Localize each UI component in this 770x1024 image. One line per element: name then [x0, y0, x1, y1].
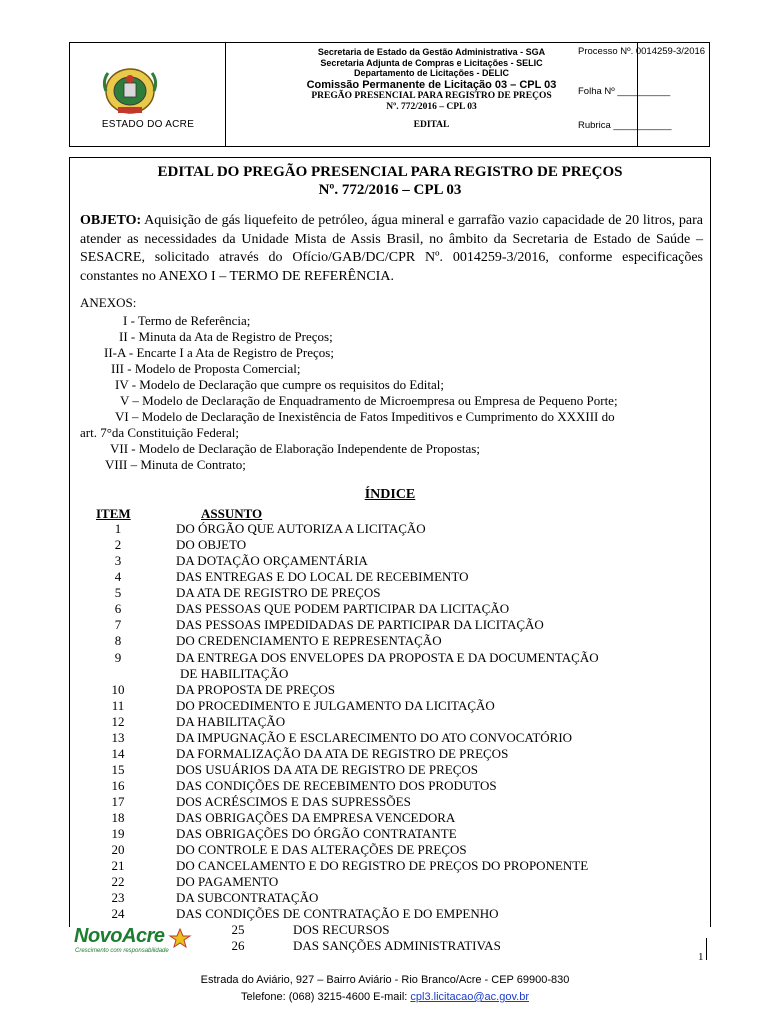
- indice-item-title: DOS RECURSOS: [293, 922, 390, 937]
- indice-item-number: 15: [111, 762, 125, 777]
- objeto-text: Aquisição de gás liquefeito de petróleo, água mineral e garrafão vazio capacidade de 20 litros, para atender as necessidades da Unidade Mista de Assis Brasil, no âmbito da Secretaria de Estado de Saúde – SESACRE, solicitado através do Ofício/GAB/DC/CPR Nº. 0014259-3/2016, conforme especificações constantes no ANEXO I – TERMO DE REFERÊNCIA.: [80, 213, 703, 284]
- indice-item-title: DAS OBRIGAÇÕES DO ÓRGÃO CONTRATANTE: [176, 826, 457, 841]
- indice-item-number: 4: [114, 569, 122, 584]
- anexo-item: V – Modelo de Declaração de Enquadramento de Microempresa ou Empresa de Pequeno Porte;: [120, 393, 618, 408]
- indice-item-title: DO CONTROLE E DAS ALTERAÇÕES DE PREÇOS: [176, 842, 467, 857]
- indice-item-number: 8: [114, 633, 122, 648]
- indice-item-title: DO PAGAMENTO: [176, 874, 279, 889]
- header-comissao: Comissão Permanente de Licitação 03 – CPL 03: [306, 78, 557, 91]
- indice-item-title: DA IMPUGNAÇÃO E ESCLARECIMENTO DO ATO CONVOCATÓRIO: [176, 730, 573, 745]
- header-numero: Nº. 772/2016 – CPL 03: [386, 101, 477, 112]
- indice-item-title: DA PROPOSTA DE PREÇOS: [176, 682, 335, 697]
- indice-item-title: DA SUBCONTRATAÇÃO: [176, 890, 319, 905]
- anexos-label: ANEXOS:: [80, 295, 137, 310]
- document-title: [69, 163, 711, 199]
- indice-item-title: DO CREDENCIAMENTO E REPRESENTAÇÃO: [176, 633, 442, 648]
- indice-col-assunto: ASSUNTO: [201, 506, 263, 521]
- novo-acre-tagline: Crescimento com responsabilidade: [75, 948, 169, 954]
- processo-number: Processo Nº. 0014259-3/2016: [578, 46, 706, 57]
- indice-item-number: 9: [114, 650, 122, 665]
- indice-item-number: 1: [114, 521, 122, 536]
- anexo-item: III - Modelo de Proposta Comercial;: [111, 361, 301, 376]
- rubrica-field: Rubrica ___________: [578, 120, 672, 131]
- state-name: ESTADO DO ACRE: [101, 119, 195, 130]
- indice-item-number: 23: [111, 890, 125, 905]
- title-line-1: EDITAL DO PREGÃO PRESENCIAL PARA REGISTRO DE PREÇOS: [157, 164, 623, 180]
- indice-item-number: 7: [114, 617, 122, 632]
- indice-item-title: DA HABILITAÇÃO: [176, 714, 286, 729]
- indice-item-number: 13: [111, 730, 125, 745]
- indice-item-number: 17: [111, 794, 125, 809]
- indice-item-number: 19: [111, 826, 125, 841]
- indice-item-number: 24: [111, 906, 125, 921]
- indice-item-title: DA ATA DE REGISTRO DE PREÇOS: [176, 585, 381, 600]
- indice-item-number: 26: [231, 938, 245, 953]
- indice-item-title: DOS ACRÉSCIMOS E DAS SUPRESSÕES: [176, 794, 411, 809]
- indice-item-title: DO CANCELAMENTO E DO REGISTRO DE PREÇOS DO PROPONENTE: [176, 858, 589, 873]
- footer-contact: [0, 991, 770, 1003]
- indice-item-title: DO ÓRGÃO QUE AUTORIZA A LICITAÇÃO: [176, 521, 426, 536]
- anexo-item: art. 7°da Constituição Federal;: [80, 425, 239, 440]
- indice-item-title: DO OBJETO: [176, 537, 247, 552]
- indice-col-item: ITEM: [96, 506, 131, 521]
- indice-item-title: DA ENTREGA DOS ENVELOPES DA PROPOSTA E DA DOCUMENTAÇÃO: [176, 650, 599, 665]
- objeto-label: OBJETO:: [80, 213, 142, 228]
- indice-item-number: 18: [111, 810, 125, 825]
- novo-acre-logo-text: NovoAcre: [74, 925, 165, 947]
- indice-item-title: DA DOTAÇÃO ORÇAMENTÁRIA: [176, 553, 368, 568]
- indice-item-number: 20: [111, 842, 125, 857]
- anexo-item: VI – Modelo de Declaração de Inexistência de Fatos Impeditivos e Cumprimento do XXXIII do: [115, 409, 615, 424]
- anexo-item: IV - Modelo de Declaração que cumpre os requisitos do Edital;: [115, 377, 444, 392]
- indice-item-title: DOS USUÁRIOS DA ATA DE REGISTRO DE PREÇOS: [176, 762, 478, 777]
- anexo-item: I - Termo de Referência;: [123, 313, 251, 328]
- indice-item-number: 12: [111, 714, 125, 729]
- indice-item-number: 3: [114, 553, 122, 568]
- indice-item-number: 25: [231, 922, 245, 937]
- indice-item-number: 5: [114, 585, 122, 600]
- objeto-paragraph: [80, 212, 703, 286]
- title-line-2: Nº. 772/2016 – CPL 03: [318, 182, 462, 198]
- header-line-delic: Departamento de Licitações - DELIC: [353, 68, 510, 78]
- state-seal-icon: [98, 61, 162, 121]
- indice-item-number: 11: [111, 698, 125, 713]
- indice-item-title: DAS CONDIÇÕES DE RECEBIMENTO DOS PRODUTOS: [176, 778, 497, 793]
- indice-item-title: DO PROCEDIMENTO E JULGAMENTO DA LICITAÇÃO: [176, 698, 495, 713]
- header-edital: EDITAL: [413, 119, 450, 130]
- indice-item-number: 2: [114, 537, 122, 552]
- anexo-item: VII - Modelo de Declaração de Elaboração Independente de Propostas;: [110, 441, 480, 456]
- indice-item-title: DAS PESSOAS QUE PODEM PARTICIPAR DA LICITAÇÃO: [176, 601, 510, 616]
- indice-item-number: 14: [111, 746, 125, 761]
- anexo-item: VIII – Minuta de Contrato;: [105, 457, 246, 472]
- header-line-sga: Secretaria de Estado da Gestão Administrativa - SGA: [317, 47, 546, 57]
- indice-item-title: DAS SANÇÕES ADMINISTRATIVAS: [293, 938, 501, 953]
- header-pregao: PREGÃO PRESENCIAL PARA REGISTRO DE PREÇOS: [311, 90, 552, 101]
- indice-item-number: 6: [114, 601, 122, 616]
- header-line-selic: Secretaria Adjunta de Compras e Licitações - SELIC: [320, 57, 543, 68]
- indice-item-title: DAS PESSOAS IMPEDIDADAS DE PARTICIPAR DA LICITAÇÃO: [176, 617, 544, 632]
- header-title-cell: [226, 43, 638, 146]
- indice-item-number: 21: [111, 858, 125, 873]
- indice-item-title: DA FORMALIZAÇÃO DA ATA DE REGISTRO DE PREÇOS: [176, 746, 509, 761]
- anexo-item: II - Minuta da Ata de Registro de Preços;: [119, 329, 333, 344]
- footer-address: Estrada do Aviário, 927 – Bairro Aviário - Rio Branco/Acre - CEP 69900-830: [200, 974, 570, 986]
- footer-phone: Telefone: (068) 3215-4600 E-mail:: [241, 991, 411, 1003]
- margin-mark: [706, 938, 707, 960]
- indice-item-title: DAS CONDIÇÕES DE CONTRATAÇÃO E DO EMPENHO: [176, 906, 499, 921]
- header-logo-cell: [70, 43, 226, 146]
- anexo-item: II-A - Encarte I a Ata de Registro de Preços;: [104, 345, 334, 360]
- indice-title: ÍNDICE: [364, 487, 416, 502]
- indice-item-title: DAS ENTREGAS E DO LOCAL DE RECEBIMENTO: [176, 569, 469, 584]
- page-number: 1: [698, 951, 704, 963]
- indice-item-title: DAS OBRIGAÇÕES DA EMPRESA VENCEDORA: [176, 810, 456, 825]
- folha-field: Folha Nº __________: [578, 86, 671, 97]
- indice-item-number: 10: [111, 682, 125, 697]
- footer-email-link[interactable]: cpl3.licitacao@ac.gov.br: [410, 991, 529, 1003]
- indice-item-number: 22: [111, 874, 125, 889]
- indice-item-number: 16: [111, 778, 125, 793]
- indice-item-title-continuation: DE HABILITAÇÃO: [180, 666, 289, 681]
